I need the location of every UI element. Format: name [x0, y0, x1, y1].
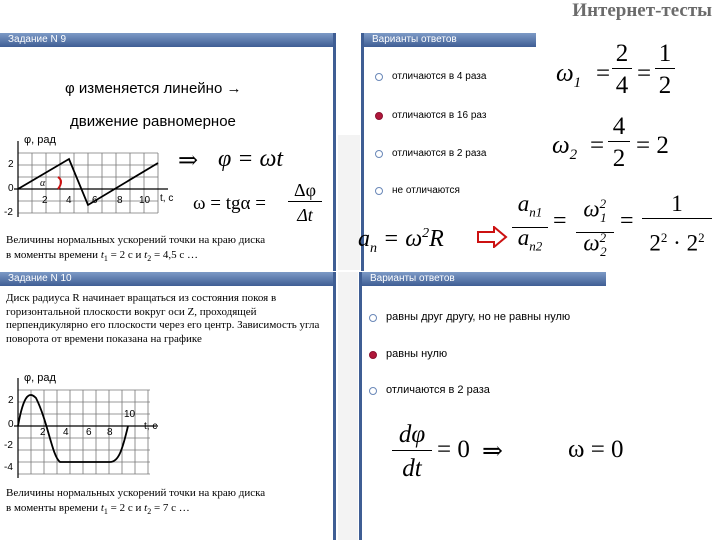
phi-equals-omega-t: φ = ωt: [218, 146, 284, 172]
graph-10-ytick: 2: [8, 395, 14, 406]
t2-sub: 2: [147, 254, 152, 264]
an-formula: $a_n = \omega^2R$: [358, 226, 444, 256]
graph-10-xtick: 4: [63, 427, 69, 438]
graph-10-xtick: 8: [107, 427, 113, 438]
t2-var: t: [144, 502, 148, 514]
answers-header-bottom: [362, 272, 606, 286]
t1-val: = 2 с и: [107, 249, 145, 261]
note-line-2: движение равномерное: [70, 113, 236, 130]
task-10-header: [0, 272, 335, 286]
option-radio-3[interactable]: [375, 150, 383, 158]
option-radio-4[interactable]: [375, 187, 383, 195]
caption-prefix: в моменты времени: [6, 249, 99, 261]
option-radio-1[interactable]: [369, 314, 377, 322]
ratio-eq2: =: [620, 208, 634, 234]
implies-symbol-1: ⇒: [178, 148, 199, 174]
t2-sub: 2: [147, 507, 152, 517]
implies-symbol-2: ⇒: [482, 438, 503, 465]
omega-fraction-den: Δt: [297, 205, 313, 225]
ratio-num: $a_{n1}$: [512, 190, 548, 228]
t1-val: = 2 с и: [107, 502, 145, 514]
graph-9-xtick: 8: [117, 195, 123, 206]
site-title: Интернет-тесты: [572, 0, 712, 21]
omega1-eq2: =: [637, 60, 652, 87]
graph-9-ytick: 2: [8, 159, 14, 170]
graph-10-ytick: -4: [4, 462, 13, 473]
note-line-1: φ изменяется линейно →: [65, 80, 242, 97]
omega1-num2: 1: [655, 40, 675, 69]
task-10-caption-1: Величины нормальных ускорений точки на краю диска: [6, 487, 266, 499]
omega2-symbol: $\omega_2$: [552, 132, 578, 163]
answers-header-bottom-label: Варианты ответов: [370, 273, 455, 284]
omega2-den: 2: [612, 145, 626, 172]
t1-sub: 1: [103, 507, 108, 517]
omega2-num: 4: [608, 113, 630, 142]
option-radio-1[interactable]: [375, 73, 383, 81]
ratio-w-den: $\omega^2_2$: [583, 230, 607, 260]
graph-9-ylabel: φ, рад: [24, 134, 56, 146]
ratio-den: $a_{n2}$: [517, 225, 543, 254]
answers-bottom-divider: [359, 272, 362, 540]
t2-val: = 4,5 с …: [151, 249, 199, 261]
graph-10-ytick: 0: [8, 419, 14, 430]
gutter-bottom: [338, 272, 358, 540]
t2-val: = 7 с …: [151, 502, 190, 514]
task-9-caption-1: Величины нормальных ускорений точки на краю диска: [6, 234, 266, 246]
option-label-3[interactable]: отличаются в 2 раза: [386, 384, 490, 396]
graph-9-xtick: 2: [42, 195, 48, 206]
option-radio-3[interactable]: [369, 387, 377, 395]
option-label-1[interactable]: равны друг другу, но не равны нулю: [386, 311, 571, 323]
omega-fraction-num: Δφ: [288, 180, 322, 202]
ratio-result-den: $2^2 \cdot 2^2$: [649, 230, 705, 256]
arrow-right-icon: [476, 226, 508, 248]
dphi-eq-zero: = 0: [437, 436, 470, 463]
answers-header-top: [364, 33, 536, 47]
alpha-symbol: α: [40, 178, 46, 189]
graph-9-ytick: 0: [8, 183, 14, 194]
graph-9-ytick: -2: [4, 207, 13, 218]
task-9-header: [0, 33, 335, 47]
ratio-w-num: $\omega^2_1$: [576, 190, 614, 233]
graph-10-xtick: 2: [40, 427, 46, 438]
caption-prefix: в моменты времени: [6, 502, 99, 514]
graph-10-ytick: -2: [4, 440, 13, 451]
t1-var: t: [100, 502, 104, 514]
omega-tg-alpha: ω = tgα =: [193, 193, 266, 214]
option-radio-2-selected[interactable]: [369, 351, 377, 359]
ratio-result-num: 1: [642, 190, 712, 219]
graph-10-xtick: 6: [86, 427, 92, 438]
dphi-den: dt: [402, 455, 422, 482]
omega2-result: = 2: [636, 132, 669, 159]
omega-equals-zero: ω = 0: [568, 436, 624, 463]
omega1-symbol: $\omega_1$: [556, 60, 582, 91]
task-10-header-label: Задание N 10: [8, 273, 72, 284]
answers-header-top-label: Варианты ответов: [372, 34, 457, 45]
dphi-num: dφ: [392, 420, 432, 451]
option-label-1[interactable]: отличаются в 4 раза: [392, 71, 487, 82]
task-10-text: Диск радиуса R начинает вращаться из состояния покоя в горизонтальной плоскости вокруг оси Z, проходящей перпендикулярно его плоскости через его центр. Зависимость угла поворота от времени показана на графике: [6, 292, 320, 345]
gutter-top: [338, 135, 360, 270]
task-10-caption-2: [6, 502, 190, 519]
omega1-den1: 4: [615, 72, 629, 99]
task-9-header-label: Задание N 9: [8, 34, 67, 45]
t1-sub: 1: [103, 254, 108, 264]
graph-9-xlabel: t, с: [160, 193, 174, 204]
omega1-eq: =: [596, 60, 611, 87]
option-label-2[interactable]: равны нулю: [386, 348, 448, 360]
graph-9-xtick: 6: [92, 195, 98, 206]
graph-10-ylabel: φ, рад: [24, 372, 56, 384]
graph-10-xtick: 10: [124, 409, 136, 420]
option-radio-2-selected[interactable]: [375, 112, 383, 120]
omega1-num1: 2: [612, 40, 632, 69]
ratio-eq: =: [553, 208, 567, 234]
task-9-divider: [333, 33, 336, 271]
option-label-3[interactable]: отличаются в 2 раза: [392, 148, 487, 159]
omega2-eq: =: [590, 132, 605, 159]
omega1-den2: 2: [658, 72, 672, 99]
task-10-divider: [333, 272, 336, 540]
option-label-2[interactable]: отличаются в 16 раз: [392, 110, 487, 121]
graph-9-xtick: 4: [66, 195, 72, 206]
task-9-graph: [0, 133, 190, 233]
task-9-caption-2: [6, 249, 198, 266]
option-label-4[interactable]: не отличаются: [392, 185, 460, 196]
t1-var: t: [100, 249, 104, 261]
alpha-arrow: [58, 177, 61, 189]
graph-9-xtick: 10: [139, 195, 151, 206]
graph-10-xlabel: t, с: [144, 421, 158, 432]
t2-var: t: [144, 249, 148, 261]
